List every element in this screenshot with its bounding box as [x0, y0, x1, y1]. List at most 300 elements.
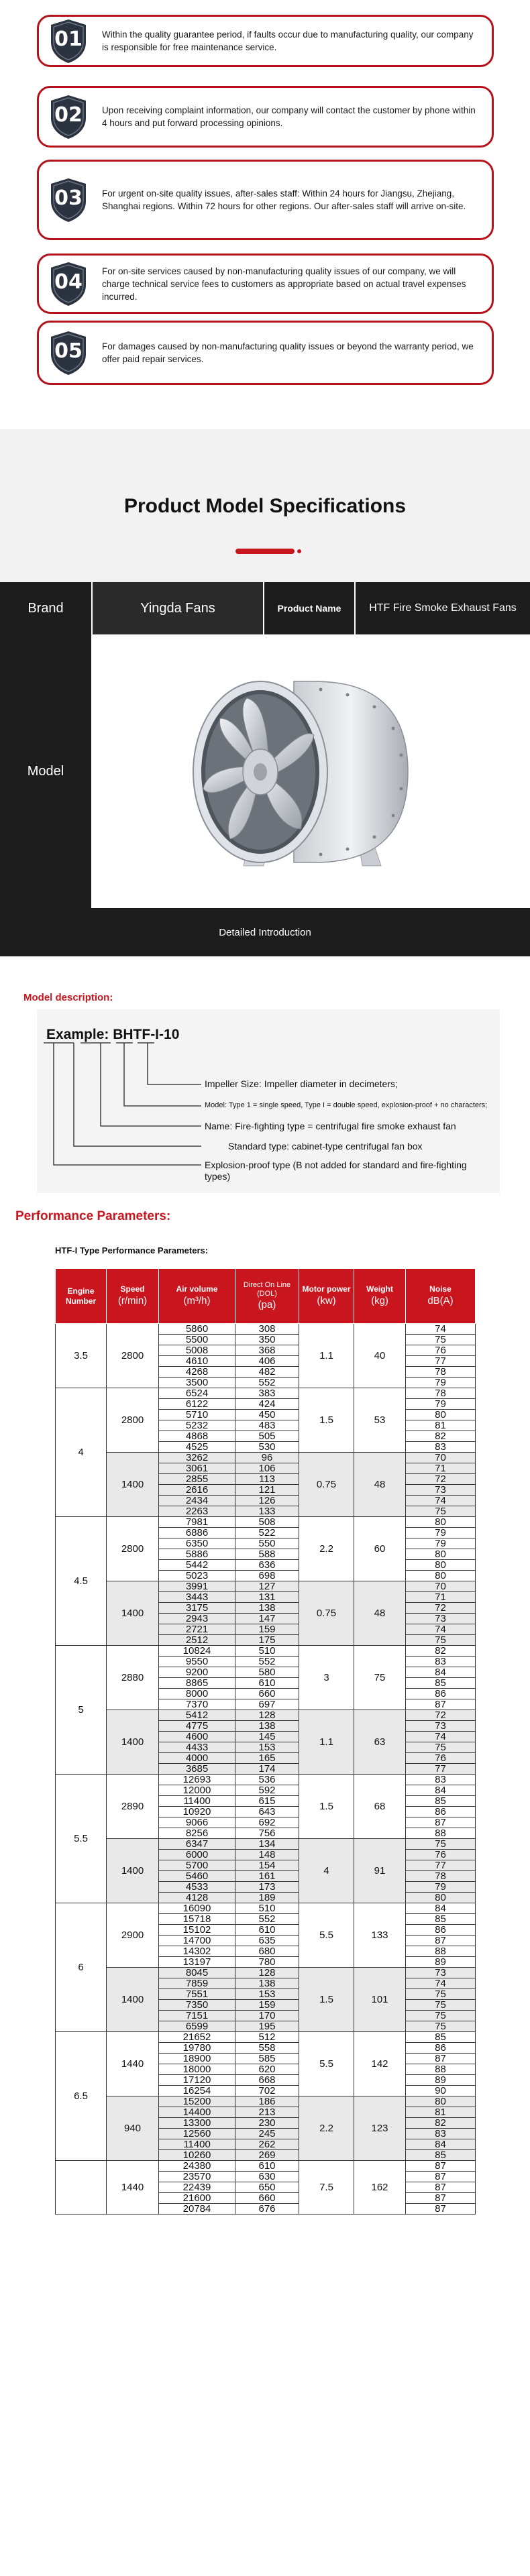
noise-cell: 87: [406, 2172, 476, 2182]
service-text: For on-site services caused by non-manufacturing quality issues of our company, we will charge technical service fees to customers as appropriate based on actual travel expenses incurred.: [102, 266, 466, 302]
noise-cell: 87: [406, 2182, 476, 2193]
air-volume-cell: 9550: [159, 1657, 235, 1667]
air-volume-cell: 8045: [159, 1968, 235, 1978]
header-noise: Noise dB(A): [406, 1269, 476, 1324]
air-volume-cell: 7551: [159, 1989, 235, 2000]
air-volume-cell: 10260: [159, 2150, 235, 2161]
pressure-cell: 128: [235, 1710, 299, 1721]
noise-cell: 79: [406, 1399, 476, 1410]
engine-number-cell: [56, 2161, 107, 2215]
noise-cell: 82: [406, 2118, 476, 2129]
noise-cell: 72: [406, 1710, 476, 1721]
air-volume-cell: 3262: [159, 1453, 235, 1463]
pressure-cell: 383: [235, 1388, 299, 1399]
note-impeller-size: Impeller Size: Impeller diameter in decimeters;: [205, 1078, 398, 1089]
header-motor-power: Motor power (kw): [299, 1269, 354, 1324]
noise-cell: 85: [406, 1678, 476, 1689]
pressure-cell: 153: [235, 1742, 299, 1753]
motor-power-cell: 4: [299, 1839, 354, 1903]
air-volume-cell: 23570: [159, 2172, 235, 2182]
air-volume-cell: 10920: [159, 1807, 235, 1817]
pressure-cell: 483: [235, 1420, 299, 1431]
air-volume-cell: 18000: [159, 2064, 235, 2075]
speed-cell: 2800: [107, 1517, 159, 1581]
air-volume-cell: 6122: [159, 1399, 235, 1410]
air-volume-cell: 21600: [159, 2193, 235, 2204]
air-volume-cell: 2512: [159, 1635, 235, 1646]
air-volume-cell: 15102: [159, 1925, 235, 1936]
weight-cell: 91: [354, 1839, 406, 1903]
pressure-cell: 230: [235, 2118, 299, 2129]
noise-cell: 80: [406, 1517, 476, 1528]
pressure-cell: 424: [235, 1399, 299, 1410]
axial-fan-image: [91, 634, 530, 908]
air-volume-cell: 5232: [159, 1420, 235, 1431]
pressure-cell: 262: [235, 2139, 299, 2150]
air-volume-cell: 7981: [159, 1517, 235, 1528]
noise-cell: 74: [406, 1978, 476, 1989]
noise-cell: 79: [406, 1882, 476, 1893]
pressure-cell: 676: [235, 2204, 299, 2215]
table-row: [56, 1903, 476, 1914]
noise-cell: 82: [406, 1646, 476, 1657]
pressure-cell: 610: [235, 2161, 299, 2172]
weight-cell: 68: [354, 1775, 406, 1839]
pressure-cell: 368: [235, 1345, 299, 1356]
noise-cell: 80: [406, 1571, 476, 1581]
air-volume-cell: 6524: [159, 1388, 235, 1399]
noise-cell: 78: [406, 1871, 476, 1882]
pressure-cell: 121: [235, 1485, 299, 1496]
pressure-cell: 189: [235, 1893, 299, 1903]
product-name-label: Product Name: [264, 582, 356, 634]
weight-cell: 48: [354, 1453, 406, 1517]
air-volume-cell: 16090: [159, 1903, 235, 1914]
pressure-cell: 620: [235, 2064, 299, 2075]
noise-cell: 70: [406, 1581, 476, 1592]
header-weight: Weight (kg): [354, 1269, 406, 1324]
speed-cell: 1440: [107, 2032, 159, 2096]
service-item-03: [37, 160, 494, 240]
noise-cell: 84: [406, 2139, 476, 2150]
air-volume-cell: 2721: [159, 1624, 235, 1635]
weight-cell: 75: [354, 1646, 406, 1710]
noise-cell: 87: [406, 2054, 476, 2064]
noise-cell: 84: [406, 1903, 476, 1914]
noise-cell: 80: [406, 1549, 476, 1560]
header-pressure: Direct On Line (DOL) (pa): [235, 1269, 299, 1324]
air-volume-cell: 5442: [159, 1560, 235, 1571]
air-volume-cell: 6886: [159, 1528, 235, 1538]
speed-cell: 1400: [107, 1453, 159, 1517]
pressure-cell: 550: [235, 1538, 299, 1549]
speed-cell: 2890: [107, 1775, 159, 1839]
air-volume-cell: 4525: [159, 1442, 235, 1453]
model-example: Example: BHTF-I-10: [46, 1027, 180, 1042]
pressure-cell: 610: [235, 1678, 299, 1689]
pressure-cell: 660: [235, 1689, 299, 1699]
noise-cell: 73: [406, 1614, 476, 1624]
pressure-cell: 450: [235, 1410, 299, 1420]
air-volume-cell: 5008: [159, 1345, 235, 1356]
air-volume-cell: 7151: [159, 2011, 235, 2021]
table-header-row: [56, 1269, 476, 1324]
table-row: [56, 1839, 476, 1850]
motor-power-cell: 0.75: [299, 1453, 354, 1517]
noise-cell: 70: [406, 1453, 476, 1463]
motor-power-cell: 3: [299, 1646, 354, 1710]
pressure-cell: 175: [235, 1635, 299, 1646]
noise-cell: 76: [406, 1850, 476, 1860]
pressure-cell: 650: [235, 2182, 299, 2193]
header-speed: Speed (r/min): [107, 1269, 159, 1324]
pressure-cell: 161: [235, 1871, 299, 1882]
pressure-cell: 245: [235, 2129, 299, 2139]
weight-cell: 123: [354, 2096, 406, 2161]
table-row: [56, 2032, 476, 2043]
pressure-cell: 147: [235, 1614, 299, 1624]
noise-cell: 75: [406, 1506, 476, 1517]
model-row: [0, 634, 530, 908]
table-row: [56, 1968, 476, 1978]
noise-cell: 86: [406, 1689, 476, 1699]
noise-cell: 85: [406, 2032, 476, 2043]
motor-power-cell: 5.5: [299, 2032, 354, 2096]
shield-badge-icon: [50, 94, 87, 139]
motor-power-cell: 5.5: [299, 1903, 354, 1968]
air-volume-cell: 3991: [159, 1581, 235, 1592]
pressure-cell: 530: [235, 1442, 299, 1453]
engine-number-cell: 5.5: [56, 1775, 107, 1903]
noise-cell: 76: [406, 1345, 476, 1356]
speed-cell: 1400: [107, 1710, 159, 1775]
service-item-02: [37, 86, 494, 148]
noise-cell: 71: [406, 1592, 476, 1603]
noise-cell: 85: [406, 2150, 476, 2161]
pressure-cell: 536: [235, 1775, 299, 1785]
air-volume-cell: 4775: [159, 1721, 235, 1732]
pressure-cell: 756: [235, 1828, 299, 1839]
noise-cell: 80: [406, 2096, 476, 2107]
pressure-cell: 698: [235, 1571, 299, 1581]
after-sales-services: [0, 0, 530, 429]
pressure-cell: 552: [235, 1657, 299, 1667]
motor-power-cell: 2.2: [299, 1517, 354, 1581]
speed-cell: 2800: [107, 1324, 159, 1388]
air-volume-cell: 4610: [159, 1356, 235, 1367]
note-standard-type: Standard type: cabinet-type centrifugal fan box: [228, 1141, 423, 1152]
air-volume-cell: 14700: [159, 1936, 235, 1946]
model-label: Model: [0, 634, 91, 908]
motor-power-cell: 1.5: [299, 1968, 354, 2032]
engine-number-cell: 4.5: [56, 1517, 107, 1646]
service-text: Upon receiving complaint information, our company will contact the customer by phone within 4 hours and put forward processing opinions.: [102, 105, 476, 128]
pressure-cell: 630: [235, 2172, 299, 2182]
air-volume-cell: 11400: [159, 2139, 235, 2150]
speed-cell: 2880: [107, 1646, 159, 1710]
motor-power-cell: 2.2: [299, 2096, 354, 2161]
noise-cell: 73: [406, 1721, 476, 1732]
air-volume-cell: 6000: [159, 1850, 235, 1860]
pressure-cell: 505: [235, 1431, 299, 1442]
weight-cell: 63: [354, 1710, 406, 1775]
weight-cell: 162: [354, 2161, 406, 2215]
air-volume-cell: 15718: [159, 1914, 235, 1925]
noise-cell: 77: [406, 1860, 476, 1871]
note-model-type: Model: Type 1 = single speed, Type I = double speed, explosion-proof + no characters;: [205, 1101, 488, 1109]
air-volume-cell: 19780: [159, 2043, 235, 2054]
air-volume-cell: 20784: [159, 2204, 235, 2215]
noise-cell: 90: [406, 2086, 476, 2096]
model-description-box: [37, 1009, 500, 1193]
title-underline: [235, 549, 295, 554]
noise-cell: 87: [406, 1699, 476, 1710]
air-volume-cell: 21652: [159, 2032, 235, 2043]
noise-cell: 74: [406, 1496, 476, 1506]
table-row: [56, 1775, 476, 1785]
air-volume-cell: 6599: [159, 2021, 235, 2032]
weight-cell: 48: [354, 1581, 406, 1646]
pressure-cell: 592: [235, 1785, 299, 1796]
weight-cell: 133: [354, 1903, 406, 1968]
service-number: 02: [54, 103, 83, 127]
air-volume-cell: 2943: [159, 1614, 235, 1624]
pressure-cell: 106: [235, 1463, 299, 1474]
service-number: 01: [54, 27, 83, 51]
air-volume-cell: 7859: [159, 1978, 235, 1989]
air-volume-cell: 13300: [159, 2118, 235, 2129]
noise-cell: 78: [406, 1388, 476, 1399]
noise-cell: 83: [406, 2129, 476, 2139]
noise-cell: 88: [406, 2064, 476, 2075]
noise-cell: 75: [406, 2021, 476, 2032]
air-volume-cell: 9066: [159, 1817, 235, 1828]
shield-badge-icon: [50, 330, 87, 376]
pressure-cell: 113: [235, 1474, 299, 1485]
pressure-cell: 636: [235, 1560, 299, 1571]
table-row: [56, 2161, 476, 2172]
table-row: [56, 1581, 476, 1592]
noise-cell: 83: [406, 1442, 476, 1453]
noise-cell: 84: [406, 1667, 476, 1678]
air-volume-cell: 5500: [159, 1335, 235, 1345]
pressure-cell: 406: [235, 1356, 299, 1367]
pressure-cell: 96: [235, 1453, 299, 1463]
weight-cell: 142: [354, 2032, 406, 2096]
air-volume-cell: 3500: [159, 1378, 235, 1388]
pressure-cell: 615: [235, 1796, 299, 1807]
noise-cell: 81: [406, 2107, 476, 2118]
service-number: 05: [54, 339, 83, 363]
shield-badge-icon: [50, 261, 87, 306]
noise-cell: 87: [406, 2204, 476, 2215]
noise-cell: 74: [406, 1732, 476, 1742]
noise-cell: 80: [406, 1410, 476, 1420]
pressure-cell: 174: [235, 1764, 299, 1775]
noise-cell: 83: [406, 1775, 476, 1785]
pressure-cell: 148: [235, 1850, 299, 1860]
title-underline-dot: [297, 549, 301, 553]
spec-header: [0, 429, 530, 582]
air-volume-cell: 8000: [159, 1689, 235, 1699]
pressure-cell: 154: [235, 1860, 299, 1871]
pressure-cell: 482: [235, 1367, 299, 1378]
shield-badge-icon: [50, 177, 87, 223]
spec-title: Product Model Specifications: [123, 495, 407, 517]
noise-cell: 75: [406, 1635, 476, 1646]
noise-cell: 89: [406, 2075, 476, 2086]
engine-number-cell: 5: [56, 1646, 107, 1775]
air-volume-cell: 4128: [159, 1893, 235, 1903]
table-row: [56, 1388, 476, 1399]
pressure-cell: 126: [235, 1496, 299, 1506]
air-volume-cell: 3175: [159, 1603, 235, 1614]
detailed-introduction-bar: Detailed Introduction: [0, 908, 530, 956]
pressure-cell: 138: [235, 1603, 299, 1614]
pressure-cell: 170: [235, 2011, 299, 2021]
pressure-cell: 131: [235, 1592, 299, 1603]
shield-badge-icon: [50, 18, 87, 64]
air-volume-cell: 4868: [159, 1431, 235, 1442]
pressure-cell: 510: [235, 1903, 299, 1914]
air-volume-cell: 4533: [159, 1882, 235, 1893]
speed-cell: 2800: [107, 1388, 159, 1453]
table-row: [56, 1710, 476, 1721]
pressure-cell: 165: [235, 1753, 299, 1764]
motor-power-cell: 1.5: [299, 1775, 354, 1839]
noise-cell: 75: [406, 2000, 476, 2011]
brand-value: Yingda Fans: [91, 582, 264, 634]
air-volume-cell: 9200: [159, 1667, 235, 1678]
pressure-cell: 588: [235, 1549, 299, 1560]
noise-cell: 75: [406, 2011, 476, 2021]
air-volume-cell: 8256: [159, 1828, 235, 1839]
noise-cell: 86: [406, 2043, 476, 2054]
air-volume-cell: 18900: [159, 2054, 235, 2064]
engine-number-cell: 6.5: [56, 2032, 107, 2161]
pressure-cell: 660: [235, 2193, 299, 2204]
service-item-05: [37, 321, 494, 385]
air-volume-cell: 6347: [159, 1839, 235, 1850]
performance-table: [55, 1268, 476, 2215]
service-item-01: [37, 15, 494, 67]
air-volume-cell: 5700: [159, 1860, 235, 1871]
air-volume-cell: 15200: [159, 2096, 235, 2107]
table-row: [56, 2096, 476, 2107]
weight-cell: 60: [354, 1517, 406, 1581]
noise-cell: 75: [406, 1742, 476, 1753]
air-volume-cell: 4433: [159, 1742, 235, 1753]
pressure-cell: 780: [235, 1957, 299, 1968]
air-volume-cell: 5460: [159, 1871, 235, 1882]
noise-cell: 87: [406, 2193, 476, 2204]
noise-cell: 80: [406, 1893, 476, 1903]
pressure-cell: 702: [235, 2086, 299, 2096]
service-number: 04: [54, 270, 83, 294]
air-volume-cell: 14302: [159, 1946, 235, 1957]
motor-power-cell: 7.5: [299, 2161, 354, 2215]
pressure-cell: 145: [235, 1732, 299, 1742]
noise-cell: 71: [406, 1463, 476, 1474]
performance-subtitle: HTF-I Type Performance Parameters:: [55, 1245, 209, 1255]
table-row: [56, 1453, 476, 1463]
service-text: For urgent on-site quality issues, after-sales staff: Within 24 hours for Jiangsu, Zhejiang, Shanghai regions. Within 72 hours for other regions. Our after-sales staff will arrive on-site.: [102, 188, 466, 211]
noise-cell: 78: [406, 1367, 476, 1378]
air-volume-cell: 16254: [159, 2086, 235, 2096]
pressure-cell: 610: [235, 1925, 299, 1936]
noise-cell: 79: [406, 1538, 476, 1549]
air-volume-cell: 12000: [159, 1785, 235, 1796]
weight-cell: 101: [354, 1968, 406, 2032]
air-volume-cell: 4000: [159, 1753, 235, 1764]
air-volume-cell: 5710: [159, 1410, 235, 1420]
performance-title: Performance Parameters:: [15, 1209, 171, 1223]
noise-cell: 82: [406, 1431, 476, 1442]
noise-cell: 75: [406, 1839, 476, 1850]
speed-cell: 1400: [107, 1839, 159, 1903]
air-volume-cell: 5886: [159, 1549, 235, 1560]
note-name: Name: Fire-fighting type = centrifugal fire smoke exhaust fan: [205, 1121, 456, 1131]
service-text: For damages caused by non-manufacturing quality issues or beyond the warranty period, we offer paid repair services.: [102, 341, 474, 364]
air-volume-cell: 12560: [159, 2129, 235, 2139]
noise-cell: 88: [406, 1828, 476, 1839]
pressure-cell: 692: [235, 1817, 299, 1828]
pressure-cell: 308: [235, 1324, 299, 1335]
air-volume-cell: 17120: [159, 2075, 235, 2086]
pressure-cell: 269: [235, 2150, 299, 2161]
speed-cell: 1400: [107, 1581, 159, 1646]
air-volume-cell: 2434: [159, 1496, 235, 1506]
air-volume-cell: 3443: [159, 1592, 235, 1603]
pressure-cell: 186: [235, 2096, 299, 2107]
pressure-cell: 512: [235, 2032, 299, 2043]
speed-cell: 1400: [107, 1968, 159, 2032]
air-volume-cell: 13197: [159, 1957, 235, 1968]
noise-cell: 85: [406, 1914, 476, 1925]
noise-cell: 89: [406, 1957, 476, 1968]
pressure-cell: 522: [235, 1528, 299, 1538]
noise-cell: 73: [406, 1968, 476, 1978]
noise-cell: 80: [406, 1560, 476, 1571]
speed-cell: 2900: [107, 1903, 159, 1968]
noise-cell: 73: [406, 1485, 476, 1496]
noise-cell: 74: [406, 1324, 476, 1335]
speed-cell: 1440: [107, 2161, 159, 2215]
pressure-cell: 159: [235, 1624, 299, 1635]
air-volume-cell: 2616: [159, 1485, 235, 1496]
air-volume-cell: 22439: [159, 2182, 235, 2193]
pressure-cell: 680: [235, 1946, 299, 1957]
model-description-title: Model description:: [23, 992, 113, 1003]
noise-cell: 86: [406, 1807, 476, 1817]
header-engine-number: Engine Number: [56, 1269, 107, 1324]
noise-cell: 87: [406, 1936, 476, 1946]
engine-number-cell: 4: [56, 1388, 107, 1517]
noise-cell: 79: [406, 1528, 476, 1538]
pressure-cell: 558: [235, 2043, 299, 2054]
pressure-cell: 153: [235, 1989, 299, 2000]
table-row: [56, 1646, 476, 1657]
noise-cell: 75: [406, 1335, 476, 1345]
pressure-cell: 127: [235, 1581, 299, 1592]
header-air-volume: Air volume (m³/h): [159, 1269, 235, 1324]
pressure-cell: 195: [235, 2021, 299, 2032]
air-volume-cell: 4600: [159, 1732, 235, 1742]
noise-cell: 87: [406, 1817, 476, 1828]
air-volume-cell: 12693: [159, 1775, 235, 1785]
pressure-cell: 134: [235, 1839, 299, 1850]
pressure-cell: 552: [235, 1378, 299, 1388]
